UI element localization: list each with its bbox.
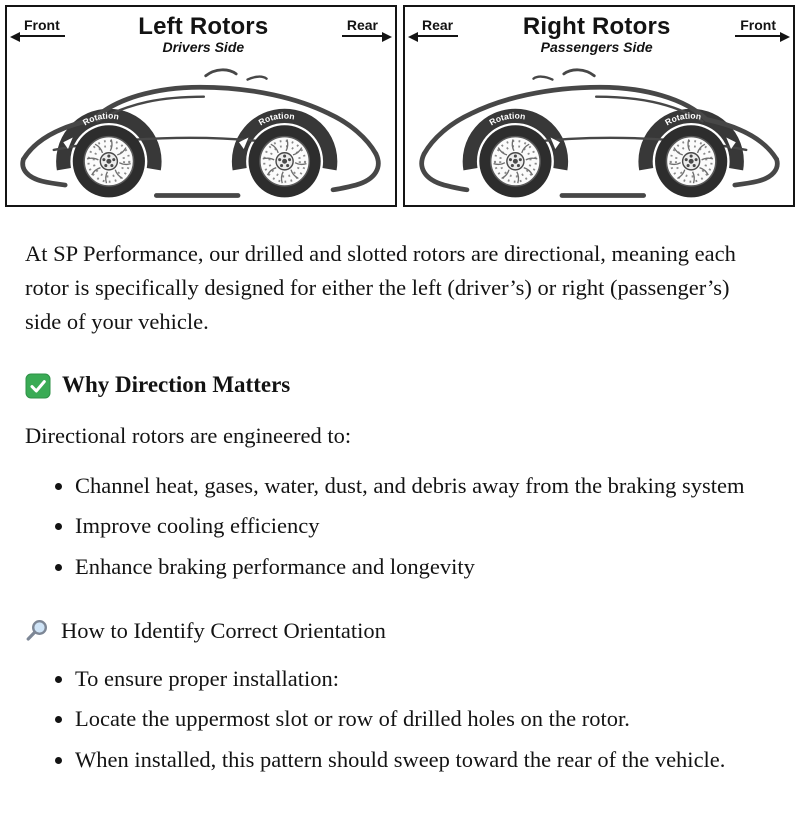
left-panel-title: Left Rotors xyxy=(138,13,269,40)
left-rotors-panel xyxy=(5,5,397,207)
check-badge-icon xyxy=(25,373,51,399)
left-car-illustration xyxy=(7,53,395,205)
arrow-right-icon xyxy=(382,32,392,42)
list-item: • Channel heat, gases, water, dust, and debris away from the braking system xyxy=(75,469,770,503)
list-item: • Improve cooling efficiency xyxy=(75,509,770,543)
right-car-illustration xyxy=(405,53,793,205)
arrow-left-icon xyxy=(10,32,20,42)
list-item: • When installed, this pattern should sweep toward the rear of the vehicle. xyxy=(75,743,770,777)
right-panel-subtitle: Passengers Side xyxy=(540,39,653,56)
rotation-label-front-wheel: Rotation xyxy=(663,110,702,128)
rotation-label-rear-wheel: Rotation xyxy=(256,110,296,128)
arrow-left-icon xyxy=(408,32,418,42)
front-label-text: Front xyxy=(740,17,776,33)
rear-label-text: Rear xyxy=(346,17,378,33)
why-direction-title: Why Direction Matters xyxy=(62,372,291,398)
rotor-direction-diagram xyxy=(0,0,800,207)
orientation-list xyxy=(37,662,770,777)
right-panel-header xyxy=(405,7,793,55)
rotation-label-rear-wheel: Rotation xyxy=(487,110,527,128)
why-direction-list xyxy=(37,469,770,584)
rotation-label-front-wheel: Rotation xyxy=(80,110,120,128)
right-rotors-panel xyxy=(403,5,795,207)
left-panel-subtitle: Drivers Side xyxy=(162,39,245,56)
left-panel-header xyxy=(7,7,395,55)
arrow-right-icon xyxy=(780,32,790,42)
orientation-heading xyxy=(25,614,770,648)
list-item: • Enhance braking performance and longevity xyxy=(75,550,770,584)
left-panel-title-block xyxy=(65,14,342,55)
magnifier-icon xyxy=(25,618,50,643)
right-panel-title-block xyxy=(458,14,735,55)
front-label-text: Front xyxy=(24,17,60,33)
article-body xyxy=(0,207,800,829)
list-item: • To ensure proper installation: xyxy=(75,662,770,696)
front-direction-label xyxy=(19,17,65,37)
orientation-title: How to Identify Correct Orientation xyxy=(61,617,386,643)
why-direction-lead: Directional rotors are engineered to: xyxy=(25,422,352,448)
why-direction-heading xyxy=(25,368,770,403)
list-item: • Locate the uppermost slot or row of drilled holes on the rotor. xyxy=(75,702,770,736)
right-panel-title: Right Rotors xyxy=(522,13,671,40)
rear-label-text: Rear xyxy=(422,17,454,33)
front-direction-label xyxy=(735,17,781,37)
rear-direction-label xyxy=(342,17,383,37)
rear-direction-label xyxy=(417,17,458,37)
intro-paragraph: At SP Performance, our drilled and slotted rotors are directional, meaning each rotor is specifically designed for either the left (driver’s) or right (passenger’s) side of your vehicle. xyxy=(25,241,736,334)
